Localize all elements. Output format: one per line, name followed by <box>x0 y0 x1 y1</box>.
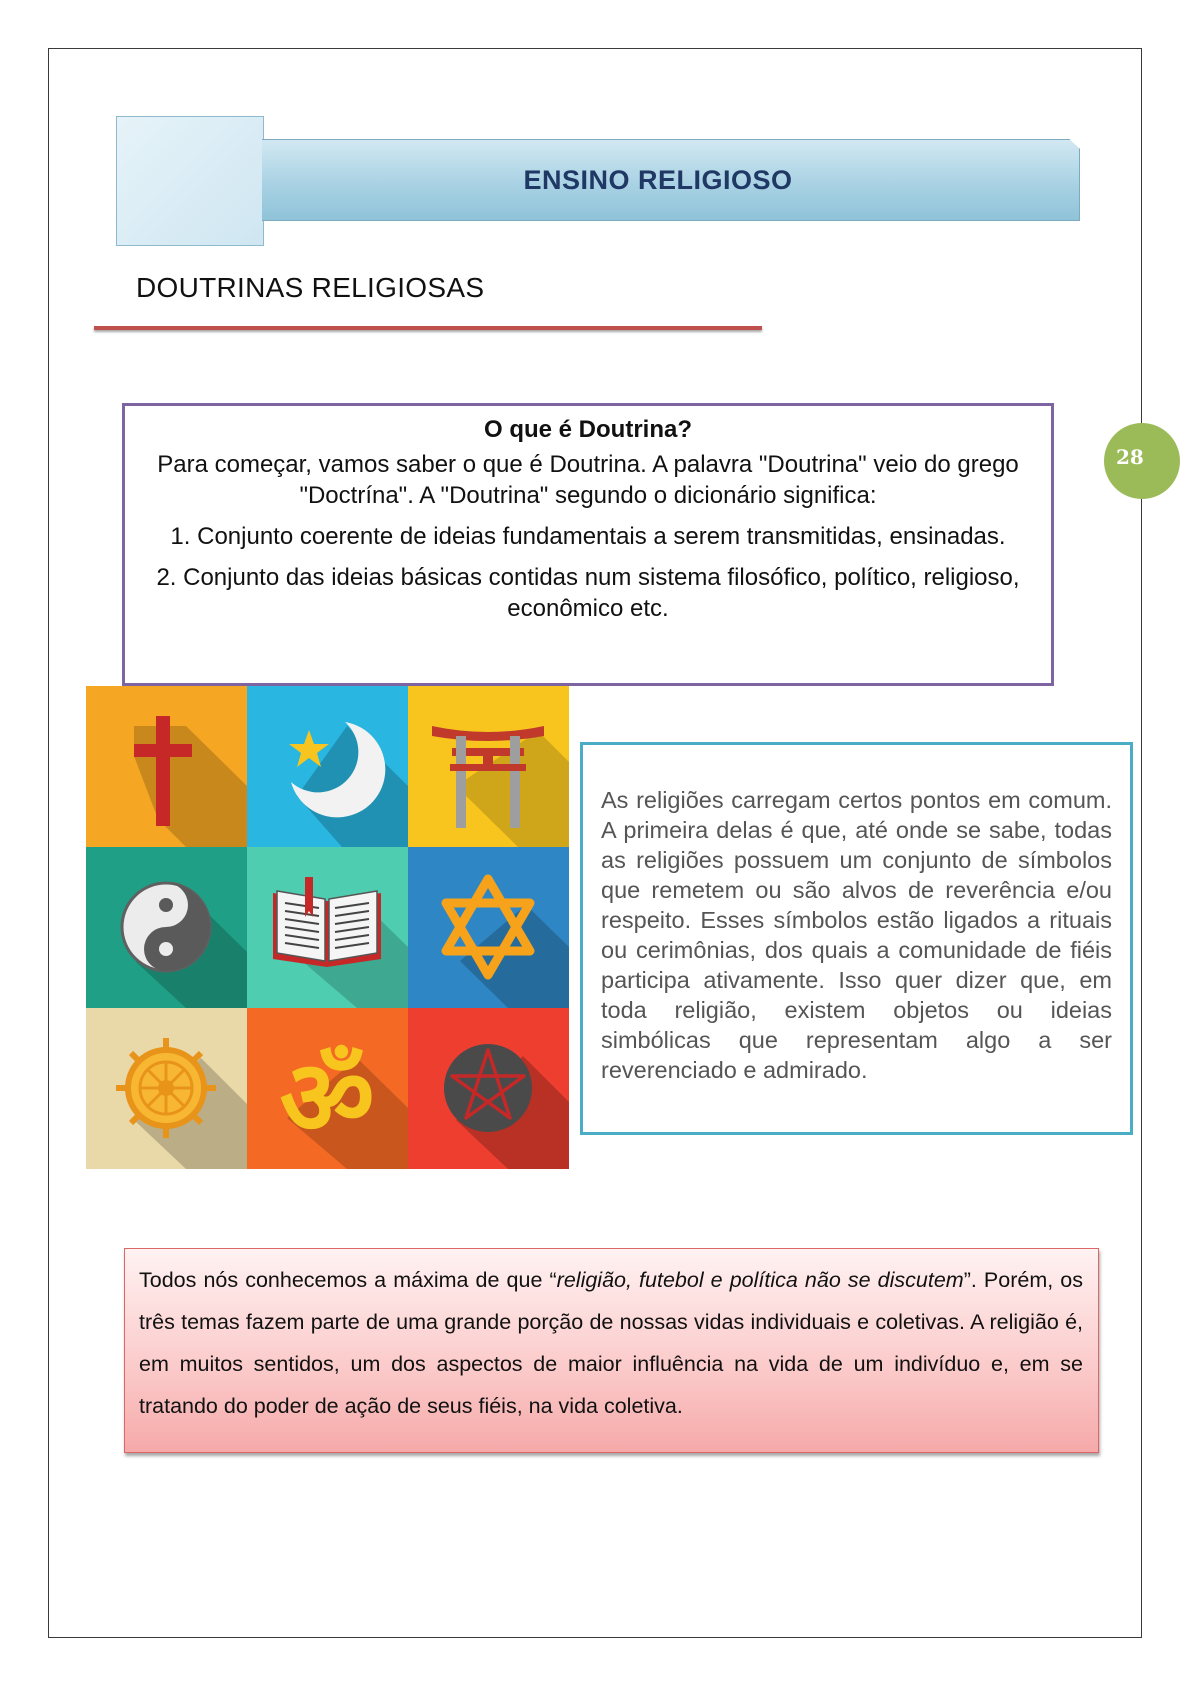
tile-torii <box>408 686 569 847</box>
definition-box <box>122 403 1054 686</box>
svg-text:ॐ: ॐ <box>279 1037 375 1159</box>
pentagram-icon <box>408 1008 569 1169</box>
page-number-badge <box>1104 423 1180 499</box>
tile-dharma-wheel <box>86 1008 247 1169</box>
quote-box <box>124 1248 1099 1453</box>
tile-om <box>247 1008 408 1169</box>
quote-text-before: Todos nós conhecemos a máxima de que “ <box>139 1268 557 1292</box>
header-title: ENSINO RELIGIOSO <box>523 165 793 195</box>
open-book-icon <box>247 847 408 1008</box>
yin-yang-icon <box>86 847 247 1008</box>
tile-pentagram <box>408 1008 569 1169</box>
tile-yin-yang <box>86 847 247 1008</box>
cross-icon <box>86 686 247 847</box>
header-decorative-square <box>116 116 264 246</box>
definition-item-2: 2. Conjunto das ideias básicas contidas num sistema filosófico, político, religioso, econômico etc. <box>156 564 1020 622</box>
star-of-david-icon <box>408 847 569 1008</box>
definition-question: O que é Doutrina? <box>483 416 692 443</box>
tile-book <box>247 847 408 1008</box>
tile-cross <box>86 686 247 847</box>
crescent-star-icon <box>247 686 408 847</box>
tile-star-of-david <box>408 847 569 1008</box>
info-text: As religiões carregam certos pontos em comum. A primeira delas é que, até onde se sabe, todas as religiões possuem um conjunto de símbolos que remetem ou são alvos de reverência e/ou respeito. Esses símbolos estão ligados a rituais ou cerimônias, dos quais a comunidade de fiéis participa ativamente. Isso quer dizer que, em toda religião, existem objetos ou ideias simbólicas que representam algo a ser reverenciado e admirado. <box>601 787 1112 1083</box>
page-number: 28 <box>1116 445 1144 469</box>
tile-crescent <box>247 686 408 847</box>
section-underline <box>94 326 762 330</box>
definition-intro: Para começar, vamos saber o que é Doutrina. A palavra "Doutrina" veio do grego "Doctrína". A "Doutrina" segundo o dicionário significa: <box>157 451 1019 509</box>
section-title: DOUTRINAS RELIGIOSAS <box>136 272 485 303</box>
om-icon <box>247 1008 408 1169</box>
quote-text-italic: religião, futebol e política não se discutem <box>556 1268 964 1292</box>
religious-symbols-image <box>86 686 569 1169</box>
definition-item-1: 1. Conjunto coerente de ideias fundamentais a serem transmitidas, ensinadas. <box>170 523 1006 550</box>
info-box <box>580 742 1133 1135</box>
dharma-wheel-icon <box>86 1008 247 1169</box>
quote-text-after: ”. Porém, os três temas fazem parte de uma grande porção de nossas vidas individuais e coletivas. A religião é, em muitos sentidos, um dos aspectos de maior influência na vida de um indivíduo e, em se tratando do poder de ação de seus fiéis, na vida coletiva. <box>139 1268 1084 1418</box>
torii-gate-icon <box>408 686 569 847</box>
